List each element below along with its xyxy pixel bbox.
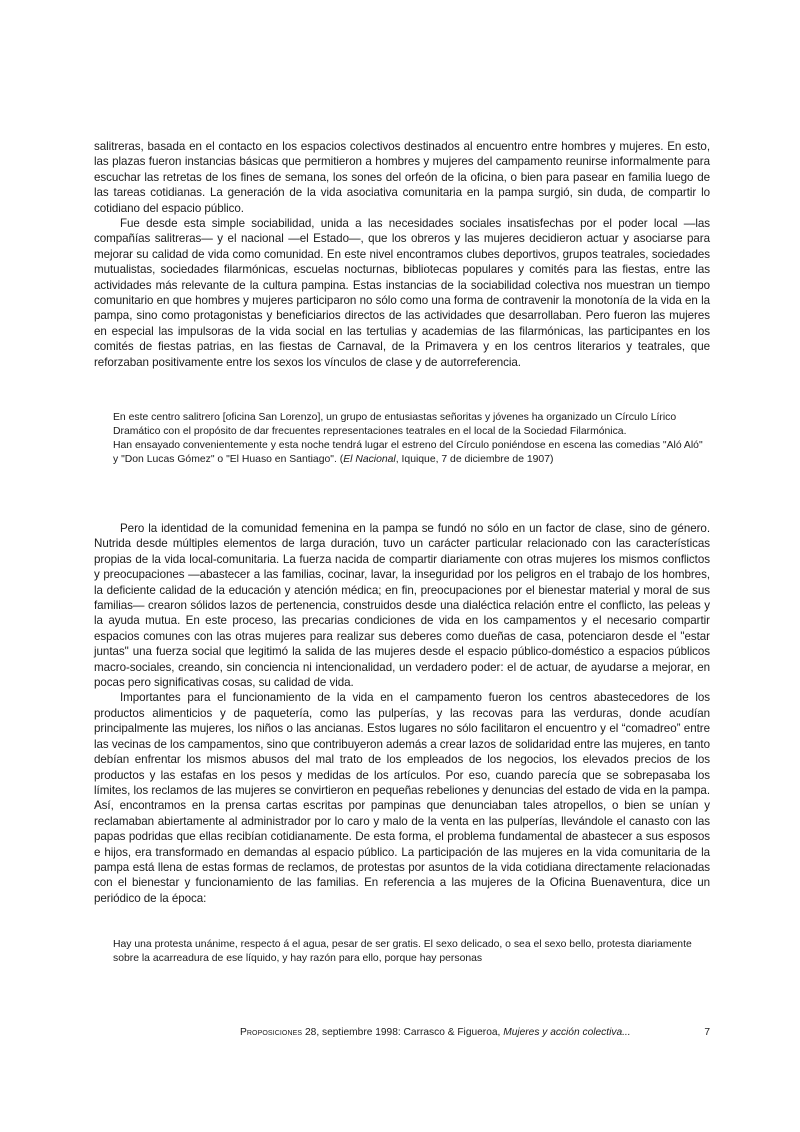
- page-footer: [240, 1026, 710, 1039]
- quote-text: Han ensayado convenientemente y esta noche tendrá lugar el estreno del Círculo poniéndose en escena las comedias "Aló Aló" y "Don Lucas Gómez" o "El Huaso en Santiago". (: [113, 439, 703, 465]
- footer-article-title: Mujeres y acción colectiva...: [503, 1027, 631, 1038]
- page-number: 7: [704, 1027, 710, 1038]
- quote-paragraph: [113, 439, 703, 467]
- block-quote-buenaventura: [113, 938, 703, 966]
- footer-journal: Proposiciones: [240, 1027, 303, 1038]
- body-text-top: [94, 139, 710, 370]
- paragraph-continuation: salitreras, basada en el contacto en los espacios colectivos destinados al encuentro entre hombres y mujeres. En esto, las plazas fueron instancias básicas que permitieron a hombres y mujeres del campamento reunirse informalmente para escuchar las retretas de los fines de semana, los sones del orfeón de la oficina, o bien para pasear en familia luego de las tareas cotidianas. La generación de la vida asociativa comunitaria en la pampa surgió, sin duda, de compartir lo cotidiano del espacio público.: [94, 140, 710, 215]
- body-text-bottom: [94, 521, 710, 906]
- quote-source: El Nacional: [343, 453, 396, 465]
- quote-paragraph: Hay una protesta unánime, respecto á el agua, pesar de ser gratis. El sexo delicado, o sea el sexo bello, protesta diariamente sobre la acarreadura de ese líquido, y hay razón para ello, porque hay personas: [113, 939, 692, 964]
- paragraph-identity: Pero la identidad de la comunidad femenina en la pampa se fundó no sólo en un factor de clase, sino de género. Nutrida desde múltiples elementos de larga duración, tuvo un carácter particular relacionado con las características propias de la vida local-comunitaria. La fuerza nacida de compartir diariamente con otras mujeres los mismos conflictos y preocupaciones —abastecer a las familias, cocinar, lavar, la inseguridad por los peligros en el trabajo de los hombres, la deficiente calidad de la educación y atención médica; en fin, preocupaciones por el bienestar material y moral de sus familias— crearon sólidos lazos de pertenencia, construidos desde una dialéctica relación entre el conflicto, las peleas y la ayuda mutua. En este proceso, las precarias condiciones de vida en los campamentos y el necesario compartir espacios comunes con las otras mujeres para realizar sus deberes como dueñas de casa, potenciaron desde el "estar juntas" una fuerza social que legitimó la salida de las mujeres desde el espacio público-doméstico a espacios públicos macro-sociales, creando, sin conciencia ni intencionalidad, un verdadero poder: el de actuar, de ayudarse a mejorar, en pocas pero significativas cosas, su calidad de vida.: [94, 522, 710, 690]
- paragraph-sociability: Fue desde esta simple sociabilidad, unida a las necesidades sociales insatisfechas por el poder local —las compañías salitreras— y el nacional —el Estado—, que los obreros y las mujeres decidieron actuar y asociarse para mejorar su calidad de vida como comunidad. En este nivel encontramos clubes deportivos, grupos teatrales, sociedades mutualistas, sociedades filarmónicas, escuelas nocturnas, bibliotecas populares y comités para las fiestas, entre las actividades más relevante de la cultura pampina. Estas instancias de la sociabilidad colectiva nos muestran un tiempo comunitario en que hombres y mujeres participaron no sólo como una forma de contravenir la monotonía de la vida en la pampa, sino como protagonistas y beneficiarios directos de las actividades que desarrollaban. Pero fueron las mujeres en especial las impulsoras de la vida social en las tertulias y academias de las filarmónicas, las participantes en los comités de fiestas patrias, en las fiestas de Carnaval, de la Primavera y en los centros literarios y teatrales, que reforzaban positivamente entre los sexos los vínculos de clase y de autorreferencia.: [94, 217, 710, 369]
- block-quote-san-lorenzo: [113, 411, 703, 467]
- paragraph-supply-centers: Importantes para el funcionamiento de la vida en el campamento fueron los centros abastecedores de los productos alimenticios y de paquetería, como las pulperías, y las recovas para las verduras, donde acudían principalmente las mujeres, los niños o las ancianas. Estos lugares no sólo facilitaron el encuentro y el “comadreo” entre las vecinas de los campamentos, sino que contribuyeron además a crear lazos de solidaridad entre las mujeres, en tanto debían enfrentar los mismos abusos del mal trato de los empleados de los negocios, los elevados precios de los productos y las estafas en los pesos y medidas de los artículos. Por eso, cuando parecía que se sobrepasaba los límites, los reclamos de las mujeres se convirtieron en pequeñas rebeliones y denuncias del estado de vida en la pampa. Así, encontramos en la prensa cartas escritas por pampinas que denunciaban tales atropellos, o bien se unían y reclamaban abiertamente al administrador por lo caro y malo de la venta en las pulperías, llevándole el canasto con las papas podridas que ellas recibían cotidianamente. De esta forma, el problema fundamental de abastecer a sus esposos e hijos, era transformado en demandas al espacio público. La participación de las mujeres en la vida comunitaria de la pampa está llena de estas formas de reclamos, de protestas por asuntos de la vida cotidiana directamente relacionadas con el bienestar y funcionamiento de las familias. En referencia a las mujeres de la Oficina Buenaventura, dice un periódico de la época:: [94, 691, 710, 905]
- quote-paragraph: En este centro salitrero [oficina San Lorenzo], un grupo de entusiastas señoritas y jóvenes ha organizado un Círculo Lírico Dramático con el propósito de dar frecuentes representaciones teatrales en el local de la Sociedad Filarmónica.: [113, 412, 677, 437]
- quote-citation: , Iquique, 7 de diciembre de 1907): [395, 453, 554, 465]
- footer-citation: 28, septiembre 1998: Carrasco & Figueroa,: [302, 1027, 504, 1038]
